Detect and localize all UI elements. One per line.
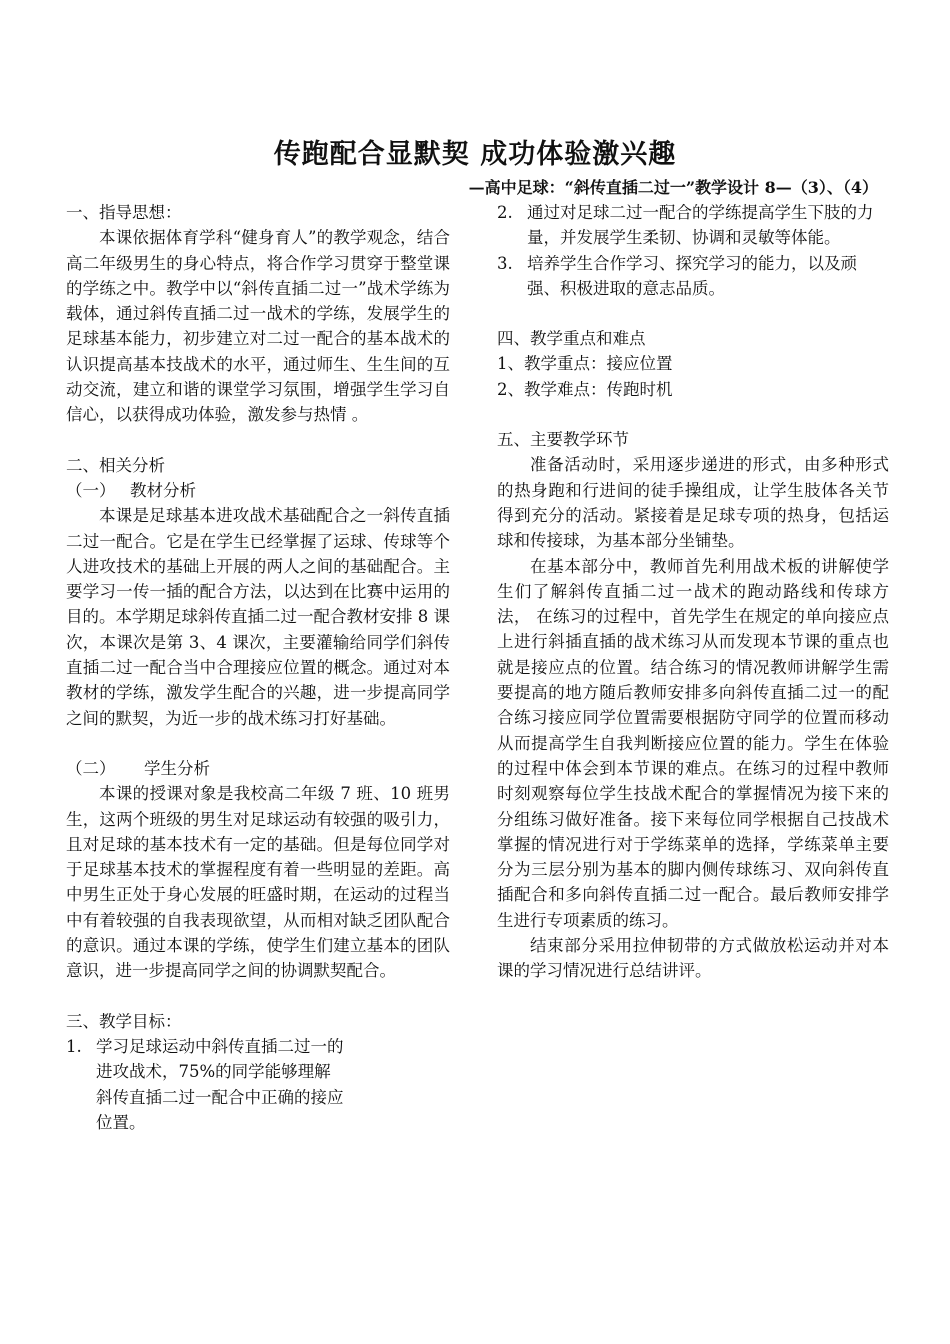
subheading-student-analysis — [66, 756, 450, 781]
key-point-item: 1、教学重点：接应位置 — [497, 354, 673, 374]
section-heading-goals: 三、教学目标： — [66, 1011, 182, 1031]
document-title: 传跑配合显默契 成功体验激兴趣 — [273, 139, 677, 170]
goals-list — [66, 1034, 346, 1135]
subheading-number: （一） — [66, 480, 116, 500]
right-column — [497, 200, 889, 984]
list-text: 通过对足球二过一配合的学练提高学生下肢的力量，并发展学生柔韧、协调和灵敏等体能。 — [527, 203, 874, 248]
section-heading-guiding-thought: 一、指导思想： — [66, 203, 182, 222]
section-heading-analysis: 二、相关分析 — [66, 455, 165, 475]
list-item — [497, 200, 889, 251]
list-number: 1. — [66, 1036, 82, 1056]
list-item — [497, 251, 889, 302]
goals-list-continued — [497, 200, 889, 301]
paragraph-guiding-thought: 本课依据体育学科“健身育人”的教学观念，结合高二年级男生的身心特点，将合作学习贯穿于整堂课的学练之中。教学中以“斜传直插二过一”战术学练为载体，通过斜传直插二过一战术的学练，发展学生的足球基本能力，初步建立对二过一配合的基本战术的认识提高基本技战术的水平，通过师生、生生间的互动交流，建立和谐的课堂学习氛围，增强学生学习自信心，以获得成功体验，激发参与热情 。 — [66, 228, 450, 425]
left-column — [66, 200, 450, 1135]
paragraph-material-analysis: 本课是足球基本进攻战术基础配合之一斜传直插二过一配合。它是在学生已经掌握了运球、传球等个人进攻技术的基础上开展的两人之间的基础配合。主要学习一传一插的配合方法，以达到在比赛中运用的目的。本学期足球斜传直插二过一配合教材安排 8 课次，本课次是第 3、4 课次，主要灌输给同学们斜传直插二过一配合当中合理接应位置的概念。通过对本教材的学练，激发学生配合的兴趣，进一步提高同学之间的默契，为近一步的战术练习打好基础。 — [66, 506, 450, 728]
list-number: 3. — [497, 253, 513, 273]
subheading-label: 教材分析 — [130, 480, 196, 500]
document-subtitle: —高中足球：“斜传直插二过一”教学设计 8—（3）、（4） — [468, 178, 878, 197]
subheading-number: （二） — [66, 758, 116, 778]
list-text: 培养学生合作学习、探究学习的能力，以及顽强、积极进取的意志品质。 — [527, 253, 857, 298]
difficulty-item: 2、教学难点：传跑时机 — [497, 379, 673, 399]
paragraph-warmup: 准备活动时，采用逐步递进的形式，由多种形式的热身跑和行进间的徒手操组成，让学生肢体各关节得到充分的活动。紧接着是足球专项的热身，包括运球和传接球，为基本部分坐铺垫。 — [497, 455, 889, 551]
subheading-label: 学生分析 — [144, 758, 210, 778]
list-text: 学习足球运动中斜传直插二过一的进攻战术，75%的同学能够理解斜传直插二过一配合中正确的接应位置。 — [96, 1036, 344, 1132]
list-number: 2. — [497, 203, 513, 222]
paragraph-main-part: 在基本部分中，教师首先利用战术板的讲解使学生们了解斜传直插二过一战术的跑动路线和传球方法， 在练习的过程中，首先学生在规定的单向接应点上进行斜插直插的战术练习从而发现本节课的重点也就是接应点的位置。结合练习的情况教师讲解学生需要提高的地方随后教师安排多向斜传直插二过一的配合练习接应同学位置需要根据防守同学的位置而移动从而提高学生自我判断接应位置的能力。学生在体验的过程中体会到本节课的难点。在练习的过程中教师时刻观察每位学生技战术配合的掌握情况为接下来的分组练习做好准备。接下来每位同学根据自己技战术掌握的情况进行对于学练菜单的选择，学练菜单主要分为三层分别为基本的脚内侧传球练习、双向斜传直插配合和多向斜传直插二过一配合。最后教师安排学生进行专项素质的练习。 — [497, 556, 889, 930]
section-heading-key-points: 四、教学重点和难点 — [497, 329, 646, 349]
paragraph-student-analysis: 本课的授课对象是我校高二年级 7 班、10 班男生，这两个班级的男生对足球运动有较强的吸引力，且对足球的基本技术有一定的基础。但是每位同学对于足球基本技术的掌握程度有着一些明显的差距。高中男生正处于身心发展的旺盛时期，在运动的过程当中有着较强的自我表现欲望，从而相对缺乏团队配合的意识。通过本课的学练，使学生们建立基本的团队意识，进一步提高同学之间的协调默契配合。 — [66, 784, 450, 981]
list-item — [66, 1034, 346, 1135]
paragraph-ending: 结束部分采用拉伸韧带的方式做放松运动并对本课的学习情况进行总结讲评。 — [497, 936, 889, 981]
section-heading-teaching-steps: 五、主要教学环节 — [497, 430, 629, 450]
subheading-material-analysis — [66, 478, 450, 503]
